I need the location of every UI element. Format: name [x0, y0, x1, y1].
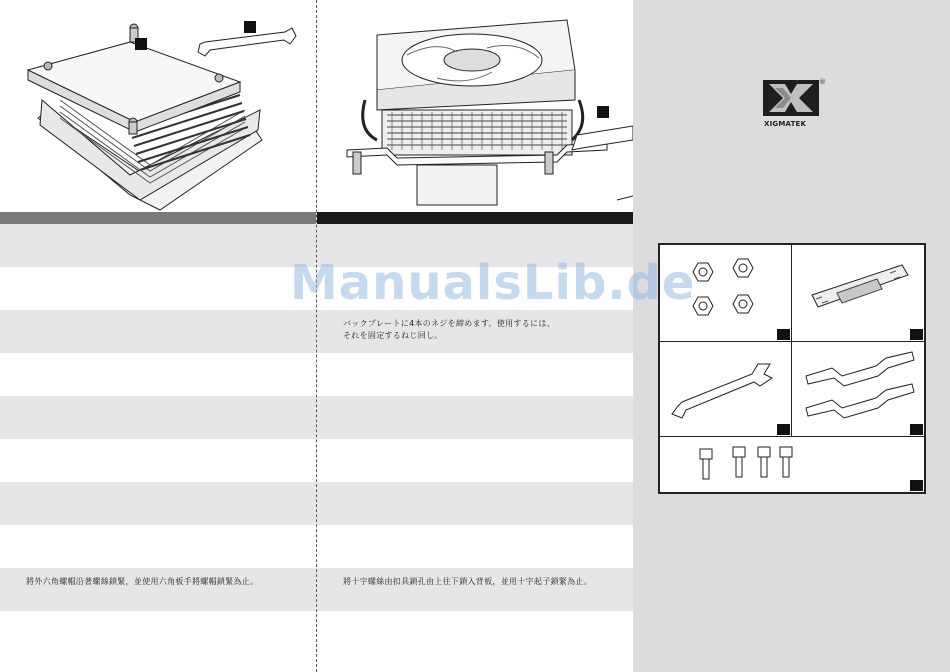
- section-header-bar: [317, 212, 633, 224]
- instruction-row: [0, 310, 316, 353]
- step-marker-b: [244, 21, 256, 33]
- part-screws: [659, 436, 925, 493]
- instruction-text: 將十字螺絲由扣具鎖孔由上往下鎖入背板，並用十字起子鎖緊為止。: [343, 577, 592, 586]
- instruction-row: [0, 439, 316, 482]
- mounting-bracket-icon: [792, 342, 924, 436]
- cooler-assembly-image: [0, 0, 316, 212]
- middle-column: [317, 0, 633, 672]
- instruction-text: 將外六角螺帽沿著螺絲鎖緊，並使用六角板手將螺帽鎖緊為止。: [26, 577, 259, 586]
- cooler-side-illustration: [317, 0, 633, 212]
- registered-mark: ®: [819, 78, 826, 86]
- instruction-row: [317, 482, 633, 525]
- instruction-row: [317, 310, 633, 353]
- part-marker: [910, 424, 923, 435]
- instruction-text: バックプレートに4本のネジを締めます。使用するには、 それを固定するねじ回し。: [343, 319, 555, 340]
- instruction-row: [0, 224, 316, 267]
- left-column: [0, 0, 317, 672]
- part-wrench: [659, 341, 792, 437]
- instruction-row: [317, 353, 633, 396]
- watermark: ManualsLib.de: [290, 255, 696, 311]
- part-marker: [910, 329, 923, 340]
- brand-name: XIGMATEK: [764, 120, 807, 128]
- section-header-bar: [0, 212, 316, 224]
- instruction-row: [317, 568, 633, 611]
- instruction-row: [317, 611, 633, 654]
- wrench-icon: [660, 342, 791, 436]
- right-sidebar: [633, 0, 950, 672]
- thermal-pad-icon: [792, 245, 924, 341]
- instruction-row: [0, 482, 316, 525]
- instruction-row: [0, 611, 316, 654]
- instruction-row: [0, 353, 316, 396]
- instruction-row: [0, 525, 316, 568]
- cooler-mounted-image: [317, 0, 633, 212]
- part-marker: [777, 424, 790, 435]
- screws-icon: [660, 437, 924, 492]
- part-brackets: [791, 341, 925, 437]
- instruction-row: [317, 439, 633, 482]
- step-marker-c: [597, 106, 609, 118]
- part-marker: [777, 329, 790, 340]
- part-thermal-compound: [791, 244, 925, 342]
- step-marker-a: [135, 38, 147, 50]
- part-marker: [910, 480, 923, 491]
- instruction-row: [0, 267, 316, 310]
- instruction-row: [0, 568, 316, 611]
- instruction-row: [0, 396, 316, 439]
- instruction-row: [317, 396, 633, 439]
- cooler-top-illustration: [0, 0, 316, 212]
- instruction-row: [317, 525, 633, 568]
- parts-grid: [658, 243, 926, 494]
- left-instruction-rows: [0, 224, 316, 654]
